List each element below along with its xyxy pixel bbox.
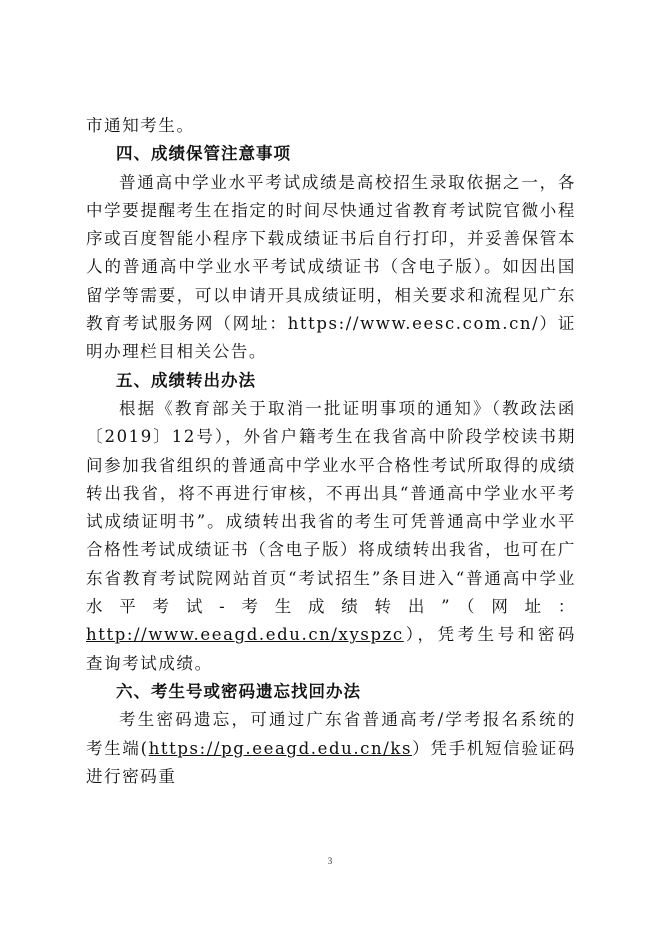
section-paragraph-storage: 普通高中学业水平考试成绩是高校招生录取依据之一，各中学要提醒考生在指定的时间尽快通过省教育考试院官微小程序或百度智能小程序下载成绩证书后自行打印，并妥善保管本人的普通高中学业水平考试成绩证书（含电子版）。如因出国留学等需要，可以申请开具成绩证明，相关要求和流程见广东教育考试服务网（网址：https://www.eesc.com.cn/）证明办理栏目相关公告。 — [86, 172, 576, 362]
recovery-text-2: ）凭手机短信验证码进行密码重 — [86, 738, 577, 786]
transfer-link[interactable]: http://www.eeagd.edu.cn/xyspzc — [86, 625, 404, 645]
section-paragraph-transfer — [86, 395, 576, 678]
recovery-text-1: 考生密码遗忘，可通过广东省普通高考/学考报名系统的考生端( — [86, 710, 576, 758]
recovery-link[interactable]: https://pg.eeagd.edu.cn/ks — [148, 738, 413, 758]
continuation-text: 市通知考生。 — [86, 116, 195, 135]
transfer-text-2: ），凭考生号和密码查询考试成绩。 — [86, 625, 576, 673]
section-paragraph-recovery — [86, 706, 576, 791]
transfer-text-1: 根据《教育部关于取消一批证明事项的通知》（教政法函〔2019〕12号），外省户籍考生在我省高中阶段学校读书期间参加我省组织的普通高中学业水平合格性考试所取得的成绩转出我省，将不再进行审核，不再出具“普通高中学业水平考试成绩证明书”。成绩转出我省的考生可凭普通高中学业水平合格性考试成绩证书（含电子版）将成绩转出我省，也可在广东省教育考试院网站首页“考试招生”条目进入“普通高中学业水平考试-考生成绩转出”（网址： — [86, 398, 576, 617]
document-body — [86, 112, 576, 791]
section-heading-recovery: 六、考生号或密码遗忘找回办法 — [116, 681, 361, 701]
section-heading-transfer: 五、成绩转出办法 — [116, 370, 256, 390]
page-number: 3 — [327, 856, 333, 866]
section-heading-storage: 四、成绩保管注意事项 — [116, 144, 291, 164]
